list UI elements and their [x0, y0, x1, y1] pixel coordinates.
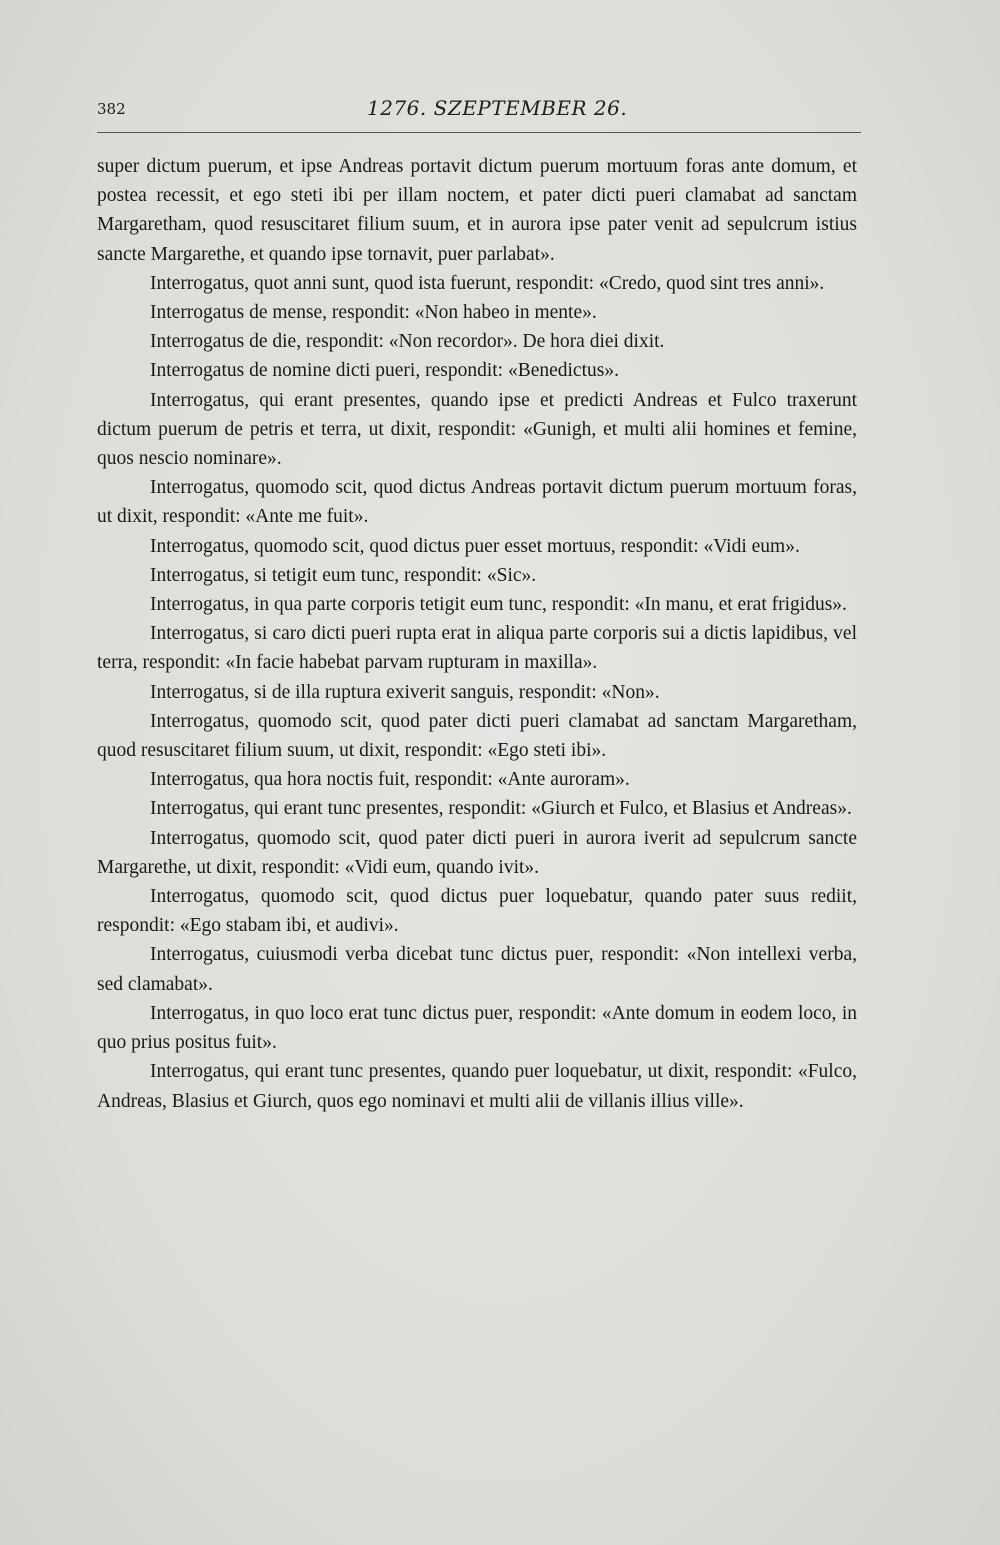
paragraph: Interrogatus, si de illa ruptura exiverit sanguis, respondit: «Non». [150, 681, 660, 703]
paragraph: Interrogatus, cuiusmodi verba dicebat tunc dictus puer, respondit: «Non intellexi verba, sed clamabat». [97, 944, 857, 995]
paragraph: Interrogatus, si tetigit eum tunc, respondit: «Sic». [150, 564, 537, 586]
paragraph: Interrogatus, qui erant tunc presentes, respondit: «Giurch et Fulco, et Blasius et Andreas». [150, 798, 852, 820]
paragraph: Interrogatus, in quo loco erat tunc dictus puer, respondit: «Ante domum in eodem loco, in quo prius positus fuit». [97, 1002, 857, 1054]
paragraph: Interrogatus, quomodo scit, quod pater dicti pueri in aurora iverit ad sepulcrum sancte Margarethe, ut dixit, respondit: «Vidi eum, quando ivit». [97, 827, 857, 878]
running-head-title: 1276. SZEPTEMBER 26. [367, 96, 628, 120]
paragraph: Interrogatus de mense, respondit: «Non habeo in mente». [150, 302, 597, 324]
paragraph: Interrogatus, quomodo scit, quod dictus Andreas portavit dictum puerum mortuum foras, ut dixit, respondit: «Ante me fuit». [97, 477, 857, 528]
paragraph-continuation: super dictum puerum, et ipse Andreas portavit dictum puerum mortuum foras ante domum, et postea recessit, et ego steti ibi per illam noctem, et pater dicti pueri clamabat ad sanctam Margaretham, quod resuscitaret filium suum, et in aurora ipse pater venit ad sepulcrum istius sancte Margarethe, et quando ipse tornavit, puer parlabat». [97, 156, 857, 265]
paragraph: Interrogatus, qua hora noctis fuit, respondit: «Ante auroram». [150, 769, 630, 791]
paragraph: Interrogatus, quomodo scit, quod pater dicti pueri clamabat ad sanctam Margaretham, quod resuscitaret filium suum, ut dixit, respondit: «Ego steti ibi». [97, 710, 857, 762]
paragraph: Interrogatus de nomine dicti pueri, respondit: «Benedictus». [150, 360, 619, 382]
page-number: 382 [97, 100, 126, 118]
paragraph: Interrogatus, quot anni sunt, quod ista fuerunt, respondit: «Credo, quod sint tres anni». [150, 272, 825, 294]
paragraph: Interrogatus de die, respondit: «Non recordor». De hora diei dixit. [150, 331, 665, 353]
body-text [97, 152, 857, 1116]
running-head [97, 96, 861, 133]
paragraph: Interrogatus, si caro dicti pueri rupta erat in aliqua parte corporis sui a dictis lapidibus, vel terra, respondit: «In facie habebat parvam rupturam in maxilla». [97, 623, 857, 674]
paragraph: Interrogatus, quomodo scit, quod dictus puer esset mortuus, respondit: «Vidi eum». [150, 535, 800, 557]
paragraph: Interrogatus, in qua parte corporis tetigit eum tunc, respondit: «In manu, et erat frigidus». [150, 594, 847, 616]
paragraph: Interrogatus, qui erant presentes, quando ipse et predicti Andreas et Fulco traxerunt dictum puerum de petris et terra, ut dixit, respondit: «Gunigh, et multi alii homines et femine, quos nescio nominare». [97, 389, 857, 470]
paragraph: Interrogatus, quomodo scit, quod dictus puer loquebatur, quando pater suus rediit, respondit: «Ego stabam ibi, et audivi». [97, 886, 857, 937]
paragraph: Interrogatus, qui erant tunc presentes, quando puer loquebatur, ut dixit, respondit: «Fulco, Andreas, Blasius et Giurch, quos ego nominavi et multi alii de villanis illius ville». [97, 1061, 857, 1112]
